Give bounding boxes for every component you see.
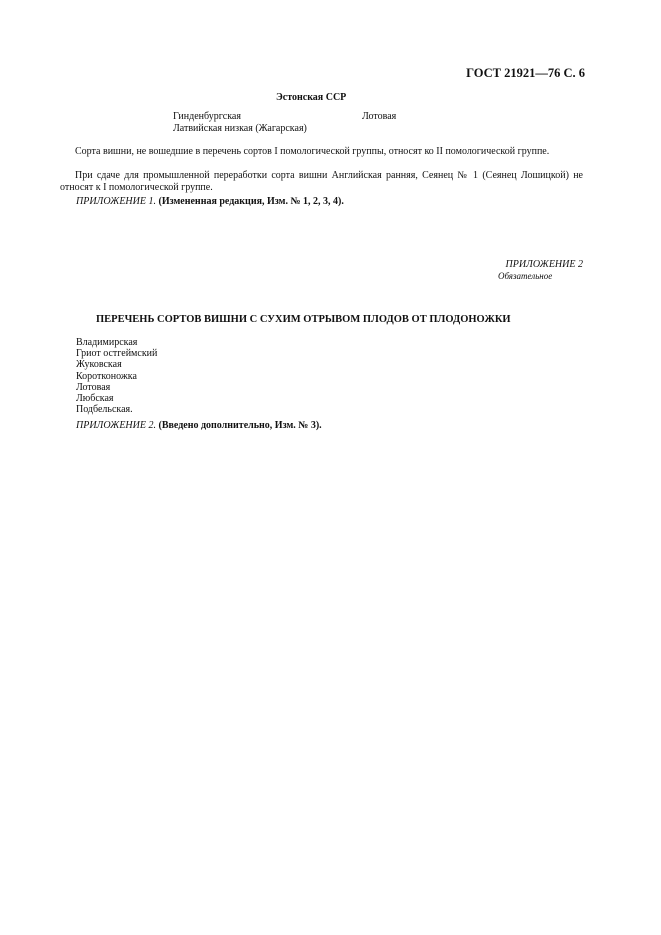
appendix1-note: [76, 196, 344, 207]
variety-item: Гинденбургская: [173, 111, 241, 122]
list-item: Владимирская: [76, 337, 138, 348]
appendix2-label: ПРИЛОЖЕНИЕ 2: [505, 259, 583, 270]
note-label: ПРИЛОЖЕНИЕ 1.: [76, 196, 156, 207]
list-item: Любская: [76, 393, 114, 405]
appendix2-note: [76, 420, 322, 431]
region-title: Эстонская ССР: [276, 92, 347, 103]
list-item: Лотовая: [76, 381, 111, 393]
list-item: Жуковская: [76, 359, 122, 371]
note-text: (Измененная редакция, Изм. № 1, 2, 3, 4).: [158, 196, 344, 207]
appendix2-title: ПЕРЕЧЕНЬ СОРТОВ ВИШНИ С СУХИМ ОТРЫВОМ ПЛОДОВ ОТ ПЛОДОНОЖКИ: [96, 314, 511, 325]
note-text: (Введено дополнительно, Изм. № 3).: [158, 420, 322, 431]
paragraph: При сдаче для промышленной переработки сорта вишни Английская ранняя, Сеянец № 1 (Сеянец Лошицкой) не относят к I помологической группе.: [60, 170, 583, 193]
appendix2-status: Обязательное: [498, 271, 553, 281]
variety-list: [76, 337, 157, 415]
variety-item: Латвийская низкая (Жагарская): [173, 123, 307, 134]
list-item: Подбельская.: [76, 404, 133, 416]
list-item: Гриот остгеймский: [76, 348, 158, 360]
note-label: ПРИЛОЖЕНИЕ 2.: [76, 420, 156, 431]
variety-item: Лотовая: [362, 111, 397, 122]
paragraph: Сорта вишни, не вошедшие в перечень сортов I помологической группы, относят ко II помологической группе.: [75, 146, 550, 157]
list-item: Коротконожка: [76, 370, 137, 382]
page-header: ГОСТ 21921—76 С. 6: [466, 66, 585, 80]
